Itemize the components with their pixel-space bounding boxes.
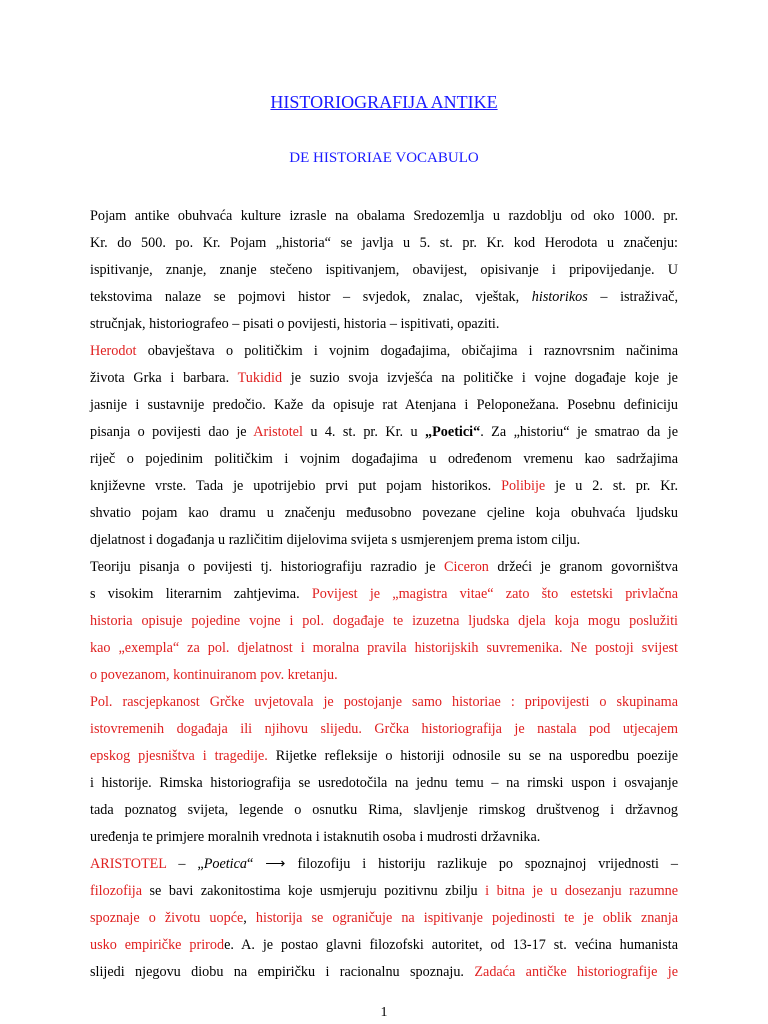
text-segment: “ ⟶ filozofiju i historiju razlikuje po spoznajnoj vrijednosti – [247, 856, 678, 872]
text-segment: u 4. st. pr. Kr. u [302, 424, 426, 440]
text-line [90, 230, 678, 257]
highlighted-text: kao „exempla“ za pol. djelatnost i moralna pravila historijskih suvremenika. Ne postoji svijest [90, 640, 678, 656]
document-title: HISTORIOGRAFIJA ANTIKE [270, 92, 498, 112]
text-line [90, 635, 678, 662]
text-segment: obavještava o političkim i vojnim događajima, običajima i raznovrsnim načinima [136, 343, 678, 359]
text-segment: – istraživač, [587, 289, 678, 305]
text-line [90, 932, 678, 959]
text-segment: se bavi zakonitostima koje usmjeruju pozitivnu zbilju [142, 883, 486, 899]
text-segment: i historije. Rimska historiografija se usredotočila na jednu temu – na rimski uspon i osvajanje [90, 775, 678, 791]
text-line [90, 851, 678, 878]
text-segment: riječ o pojedinim političkim i vojnim događajima u određenom vremenu kao sadržajima [90, 451, 678, 467]
text-line [90, 473, 678, 500]
text-line [90, 662, 678, 689]
text-line [90, 689, 678, 716]
text-line [90, 797, 678, 824]
text-segment: „Poetici“ [425, 424, 481, 440]
text-segment: historikos [531, 289, 588, 305]
highlighted-text: Ciceron [443, 559, 489, 575]
text-segment: je suzio svoja izvješća na političke i vojne događaje koje je [282, 370, 678, 386]
text-line [90, 581, 678, 608]
text-segment: stručnjak, historiografeo – pisati o povijesti, historia – ispitivati, opaziti. [90, 316, 500, 332]
text-line [90, 284, 678, 311]
highlighted-text: filozofija [90, 883, 142, 899]
highlighted-text: usko empiričke prirod [90, 937, 225, 953]
text-segment: držeći je granom govorništva [488, 559, 678, 575]
text-line [90, 392, 678, 419]
text-line [90, 554, 678, 581]
text-segment: Pojam antike obuhvaća kulture izrasle na obalama Sredozemlja u razdoblju od oko 1000. pr. [90, 208, 678, 224]
document-body [90, 203, 678, 986]
text-line [90, 959, 678, 986]
highlighted-text: i bitna je u dosezanju razumne [485, 883, 678, 899]
text-segment: života Grka i barbara. [90, 370, 238, 386]
highlighted-text: Polibije [501, 478, 546, 494]
highlighted-text: Aristotel [253, 424, 303, 440]
text-segment: ispitivanje, znanje, znanje stečeno ispitivanjem, obavijest, opisivanje i pripovijedanje. U [90, 262, 678, 278]
text-line [90, 419, 678, 446]
text-line [90, 257, 678, 284]
text-segment: Teoriju pisanja o povijesti tj. historiografiju razradio je [90, 559, 444, 575]
text-segment: jasnije i sustavnije predočio. Kaže da opisuje rat Atenjana i Peloponežana. Posebnu definiciju [90, 397, 678, 413]
text-line [90, 824, 678, 851]
text-segment: je u 2. st. pr. Kr. [545, 478, 678, 494]
text-segment: djelatnost i događanja u različitim dijelovima svijeta s usmjerenjem prema istom cilju. [90, 532, 581, 548]
highlighted-text: historija se ograničuje na ispitivanje pojedinosti te je oblik znanja [255, 910, 678, 926]
text-line [90, 716, 678, 743]
text-line [90, 878, 678, 905]
text-segment: pisanja o povijesti dao je [90, 424, 254, 440]
text-line [90, 311, 678, 338]
text-segment: Kr. do 500. po. Kr. Pojam „historia“ se javlja u 5. st. pr. Kr. kod Herodota u značenju: [90, 235, 678, 251]
text-segment: , [243, 910, 256, 926]
highlighted-text: Herodot [90, 343, 137, 359]
text-segment: slijedi njegovu diobu na empiričku i racionalnu spoznaju. [90, 964, 475, 980]
text-segment: Poetica [203, 856, 248, 872]
document-subtitle: DE HISTORIAE VOCABULO [289, 150, 479, 166]
text-segment: shvatio pojam kao dramu u značenju međusobno povezane cjeline koja obuhvaća ljudsku [90, 505, 678, 521]
highlighted-text: Zadaća antičke historiografije je [474, 964, 678, 980]
text-line [90, 500, 678, 527]
text-segment: s visokim literarnim zahtjevima. [90, 586, 312, 602]
page-number: 1 [380, 1005, 388, 1020]
text-segment: tekstovima nalaze se pojmovi histor – svjedok, znalac, vještak, [90, 289, 532, 305]
text-segment: Rijetke refleksije o historiji odnosile su se na usporedbu poezije [267, 748, 678, 764]
text-line [90, 365, 678, 392]
highlighted-text: historia opisuje pojedine vojne i pol. događaje te izuzetna ljudska djela koja mogu poslužiti [90, 613, 678, 629]
text-line [90, 338, 678, 365]
text-segment: e. A. je postao glavni filozofski autoritet, od 13-17 st. većina humanista [224, 937, 678, 953]
text-segment: – „ [166, 856, 204, 872]
text-segment: . Za „historiu“ je smatrao da je [480, 424, 679, 440]
text-line [90, 446, 678, 473]
text-line [90, 527, 678, 554]
highlighted-text: epskog pjesništva i tragedije. [90, 748, 268, 764]
text-line [90, 770, 678, 797]
text-segment: književne vrste. Tada je upotrijebio prvi put pojam historikos. [90, 478, 502, 494]
text-segment: uređenja te primjere moralnih vrednota i istaknutih osoba i mudrosti državnika. [90, 829, 541, 845]
highlighted-text: istovremenih događaja ili njihovu slijedu. Grčka historiografija je nastala pod utjecajem [90, 721, 678, 737]
text-line [90, 743, 678, 770]
text-line [90, 203, 678, 230]
highlighted-text: Povijest je „magistra vitae“ zato što estetski privlačna [311, 586, 678, 602]
highlighted-text: Pol. rascjepkanost Grčke uvjetovala je postojanje samo historiae : pripovijesti o skupinama [90, 694, 678, 710]
highlighted-text: Tukidid [237, 370, 283, 386]
highlighted-text: o povezanom, kontinuiranom pov. kretanju. [90, 667, 338, 683]
text-line [90, 608, 678, 635]
text-segment: tada poznatog svijeta, legende o osnutku Rima, slavljenje rimskog društvenog i državnog [90, 802, 678, 818]
highlighted-text: spoznaje o životu uopće [90, 910, 244, 926]
text-line [90, 905, 678, 932]
highlighted-text: ARISTOTEL [90, 856, 167, 872]
